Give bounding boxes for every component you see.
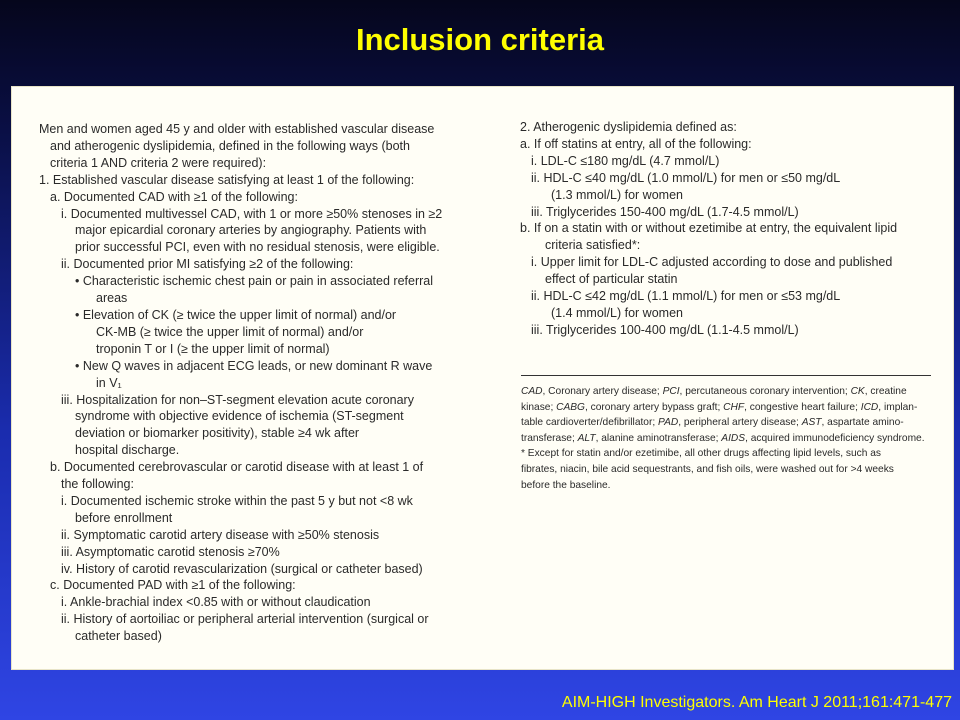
- criteria-line: in V₁: [96, 375, 122, 390]
- footnote-line: before the baseline.: [521, 479, 611, 491]
- criteria-line: before enrollment: [75, 510, 173, 525]
- criteria-line: ii. HDL-C ≤40 mg/dL (1.0 mmol/L) for men or ≤50 mg/dL: [531, 170, 841, 185]
- criteria-line: • Characteristic ischemic chest pain or pain in associated referral: [75, 274, 434, 289]
- criteria-line: hospital discharge.: [75, 443, 180, 458]
- criteria-line: ii. HDL-C ≤42 mg/dL (1.1 mmol/L) for men or ≤53 mg/dL: [531, 289, 841, 304]
- criteria-line: iii. Asymptomatic carotid stenosis ≥70%: [61, 544, 280, 559]
- criteria-line: iii. Triglycerides 150-400 mg/dL (1.7-4.5 mmol/L): [531, 204, 799, 219]
- footnote-line: table cardioverter/defibrillator; PAD, peripheral artery disease; AST, aspartate amino-: [521, 417, 904, 429]
- criteria-line: i. Documented multivessel CAD, with 1 or more ≥50% stenoses in ≥2: [61, 206, 443, 221]
- criteria-line: • New Q waves in adjacent ECG leads, or new dominant R wave: [75, 358, 433, 373]
- criteria-line: 2. Atherogenic dyslipidemia defined as:: [520, 120, 737, 134]
- criteria-line: Men and women aged 45 y and older with established vascular disease: [39, 122, 435, 136]
- criteria-left-column: [39, 121, 469, 645]
- criteria-line: effect of particular statin: [545, 272, 678, 287]
- criteria-line: 1. Established vascular disease satisfying at least 1 of the following:: [39, 172, 415, 187]
- footnote-line: * Except for statin and/or ezetimibe, all other drugs affecting lipid levels, such as: [521, 448, 881, 460]
- criteria-line: a. If off statins at entry, all of the following:: [520, 136, 752, 151]
- criteria-line: criteria satisfied*:: [545, 238, 641, 253]
- criteria-line: c. Documented PAD with ≥1 of the following:: [50, 578, 296, 593]
- criteria-line: catheter based): [75, 629, 162, 644]
- criteria-line: iv. History of carotid revascularization (surgical or catheter based): [61, 561, 423, 576]
- criteria-line: troponin T or I (≥ the upper limit of normal): [96, 341, 330, 356]
- criteria-line: a. Documented CAD with ≥1 of the following:: [50, 189, 298, 204]
- criteria-line: CK-MB (≥ twice the upper limit of normal) and/or: [96, 324, 364, 339]
- criteria-line: iii. Hospitalization for non–ST-segment elevation acute coronary: [61, 392, 414, 407]
- criteria-line: i. Upper limit for LDL-C adjusted according to dose and published: [531, 255, 893, 270]
- criteria-line: areas: [96, 291, 128, 306]
- criteria-line: ii. Documented prior MI satisfying ≥2 of the following:: [61, 257, 354, 272]
- footnote-line: CAD, Coronary artery disease; PCI, percutaneous coronary intervention; CK, creatine: [521, 386, 907, 397]
- criteria-line: b. Documented cerebrovascular or carotid disease with at least 1 of: [50, 460, 424, 475]
- criteria-line: syndrome with objective evidence of ischemia (ST-segment: [75, 409, 404, 424]
- criteria-line: b. If on a statin with or without ezetimibe at entry, the equivalent lipid: [520, 221, 898, 236]
- criteria-line: the following:: [61, 477, 134, 492]
- footnote-line: transferase; ALT, alanine aminotransferase; AIDS, acquired immunodeficiency syndrome.: [521, 432, 925, 444]
- criteria-line: i. LDL-C ≤180 mg/dL (4.7 mmol/L): [531, 153, 720, 168]
- criteria-line: i. Ankle-brachial index <0.85 with or without claudication: [61, 595, 371, 610]
- criteria-line: iii. Triglycerides 100-400 mg/dL (1.1-4.5 mmol/L): [531, 322, 799, 337]
- footnote-divider: [521, 375, 931, 376]
- criteria-line: (1.3 mmol/L) for women: [551, 187, 683, 202]
- criteria-right-column: [511, 119, 931, 339]
- criteria-line: criteria 1 AND criteria 2 were required):: [50, 155, 267, 170]
- criteria-line: and atherogenic dyslipidemia, defined in the following ways (both: [50, 138, 410, 153]
- criteria-line: deviation or biomarker positivity), stable ≥4 wk after: [75, 426, 360, 441]
- footnote-line: fibrates, niacin, bile acid sequestrants, and fish oils, were washed out for >4 weeks: [521, 463, 894, 475]
- criteria-line: (1.4 mmol/L) for women: [551, 305, 683, 320]
- criteria-line: i. Documented ischemic stroke within the past 5 y but not <8 wk: [61, 493, 413, 508]
- criteria-line: major epicardial coronary arteries by angiography. Patients with: [75, 223, 427, 238]
- criteria-line: ii. Symptomatic carotid artery disease with ≥50% stenosis: [61, 527, 380, 542]
- criteria-line: prior successful PCI, even with no residual stenosis, were eligible.: [75, 240, 440, 255]
- citation: AIM-HIGH Investigators. Am Heart J 2011;161:471-477: [561, 694, 952, 711]
- criteria-panel: [11, 86, 954, 670]
- footnote-line: kinase; CABG, coronary artery bypass graft; CHF, congestive heart failure; ICD, implan-: [521, 401, 918, 413]
- criteria-line: ii. History of aortoiliac or peripheral arterial intervention (surgical or: [61, 612, 429, 627]
- slide-title: Inclusion criteria: [355, 22, 605, 57]
- criteria-line: • Elevation of CK (≥ twice the upper limit of normal) and/or: [75, 307, 397, 322]
- abbreviations-footnote: [521, 384, 941, 493]
